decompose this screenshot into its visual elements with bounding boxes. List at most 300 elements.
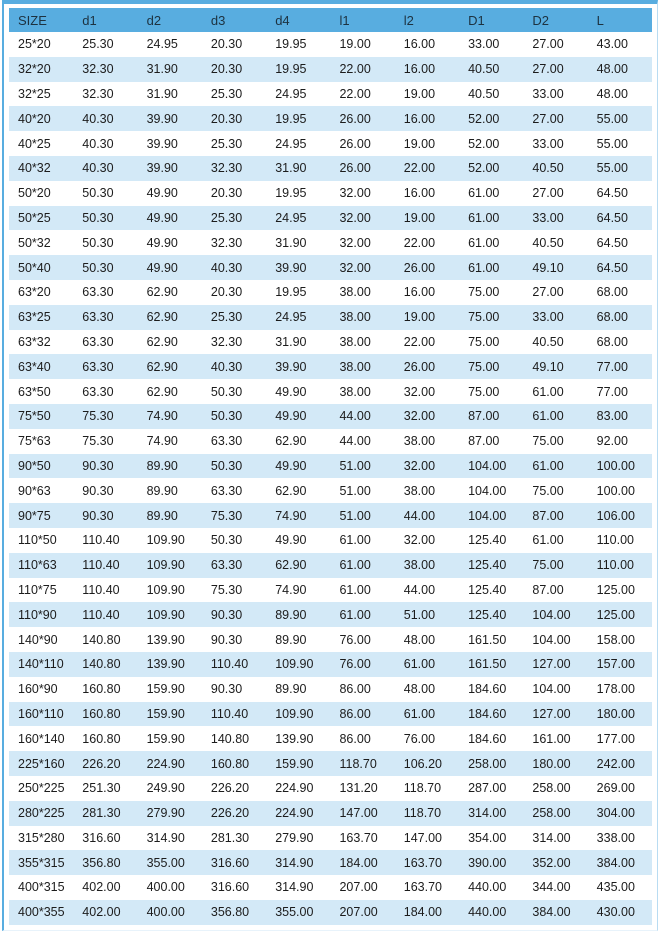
value-cell: 39.90 (146, 111, 178, 126)
value-cell: 62.90 (146, 384, 178, 399)
value-cell: 63.30 (82, 285, 114, 300)
value-cell: 314.00 (468, 806, 507, 821)
value-cell: 52.00 (468, 161, 500, 176)
value-cell: 19.95 (275, 186, 307, 201)
value-cell: 48.00 (596, 62, 628, 77)
value-cell: 32.30 (210, 161, 243, 176)
size-cell: 40*25 (18, 136, 51, 151)
table-row (9, 131, 652, 156)
value-cell: 314.90 (275, 855, 314, 870)
size-cell: 400*315 (18, 880, 65, 895)
value-cell: 251.30 (82, 781, 121, 796)
value-cell: 86.00 (339, 682, 371, 697)
size-cell: 110*50 (18, 533, 57, 548)
size-cell: 110*75 (18, 582, 57, 597)
table-row (9, 32, 652, 57)
value-cell: 118.70 (339, 756, 377, 771)
value-cell: 19.95 (275, 62, 307, 77)
value-cell: 159.90 (146, 682, 185, 697)
value-cell: 104.00 (468, 458, 507, 473)
value-cell: 92.00 (596, 434, 628, 449)
value-cell: 40.30 (82, 111, 114, 126)
value-cell: 63.30 (82, 310, 114, 325)
value-cell: 38.00 (339, 334, 371, 349)
value-cell: 89.90 (146, 483, 178, 498)
value-cell: 89.90 (146, 458, 178, 473)
size-cell: 110*90 (18, 607, 57, 622)
value-cell: 110.40 (82, 607, 120, 622)
value-cell: 158.00 (596, 632, 635, 647)
value-cell: 90.30 (82, 458, 114, 473)
table-row (9, 652, 652, 677)
column-header-l2: l2 (395, 8, 459, 32)
value-cell: 140.80 (82, 632, 121, 647)
value-cell: 22.00 (339, 62, 371, 77)
value-cell: 38.00 (339, 359, 371, 374)
value-cell: 177.00 (596, 731, 635, 746)
table-row (9, 503, 652, 528)
value-cell: 75.00 (468, 310, 500, 325)
value-cell: 38.00 (403, 483, 436, 498)
size-cell: 160*110 (18, 706, 64, 721)
value-cell: 48.00 (403, 682, 436, 697)
value-cell: 106.20 (403, 756, 443, 771)
size-cell: 75*50 (18, 409, 51, 424)
value-cell: 16.00 (403, 186, 436, 201)
size-cell: 63*40 (18, 359, 51, 374)
value-cell: 39.90 (146, 136, 178, 151)
value-cell: 258.00 (468, 756, 507, 771)
table-row (9, 57, 652, 82)
value-cell: 16.00 (403, 285, 436, 300)
value-cell: 207.00 (339, 905, 378, 920)
value-cell: 110.00 (596, 558, 634, 573)
value-cell: 32.00 (339, 235, 371, 250)
value-cell: 304.00 (596, 806, 635, 821)
value-cell: 127.00 (532, 657, 571, 672)
value-cell: 31.90 (146, 86, 178, 101)
value-cell: 258.00 (532, 806, 571, 821)
value-cell: 163.70 (403, 855, 443, 870)
value-cell: 19.95 (275, 285, 307, 300)
value-cell: 61.00 (468, 260, 500, 275)
value-cell: 249.90 (146, 781, 185, 796)
value-cell: 224.90 (275, 781, 314, 796)
value-cell: 90.30 (210, 632, 243, 647)
value-cell: 61.00 (468, 235, 500, 250)
table-row (9, 776, 652, 801)
value-cell: 384.00 (532, 905, 571, 920)
value-cell: 355.00 (146, 855, 185, 870)
value-cell: 109.90 (146, 582, 185, 597)
table-header (9, 8, 652, 32)
value-cell: 61.00 (532, 458, 564, 473)
value-cell: 178.00 (596, 682, 635, 697)
value-cell: 61.00 (339, 607, 371, 622)
value-cell: 27.00 (532, 111, 564, 126)
table-row (9, 900, 652, 925)
size-cell: 160*140 (18, 731, 65, 746)
value-cell: 110.40 (210, 706, 249, 721)
value-cell: 90.30 (210, 607, 243, 622)
value-cell: 87.00 (532, 508, 564, 523)
value-cell: 26.00 (403, 260, 436, 275)
value-cell: 75.00 (468, 384, 500, 399)
value-cell: 104.00 (468, 508, 507, 523)
value-cell: 61.00 (532, 409, 564, 424)
value-cell: 33.00 (532, 136, 564, 151)
value-cell: 125.40 (468, 582, 507, 597)
value-cell: 226.20 (210, 806, 250, 821)
value-cell: 32.00 (403, 458, 436, 473)
value-cell: 25.30 (210, 210, 243, 225)
value-cell: 39.90 (275, 260, 307, 275)
value-cell: 279.90 (146, 806, 185, 821)
column-header-d2: d2 (138, 8, 202, 32)
table-row (9, 379, 652, 404)
value-cell: 77.00 (596, 384, 628, 399)
value-cell: 100.00 (596, 483, 635, 498)
value-cell: 49.90 (275, 384, 307, 399)
value-cell: 316.60 (210, 855, 250, 870)
value-cell: 104.00 (532, 682, 571, 697)
table-row (9, 553, 652, 578)
value-cell: 63.30 (82, 359, 114, 374)
value-cell: 50.30 (82, 186, 114, 201)
value-cell: 76.00 (403, 731, 436, 746)
value-cell: 75.00 (468, 334, 500, 349)
value-cell: 86.00 (339, 731, 371, 746)
size-cell: 140*110 (18, 657, 64, 672)
value-cell: 62.90 (146, 310, 178, 325)
value-cell: 19.00 (403, 86, 436, 101)
value-cell: 40.50 (532, 334, 564, 349)
value-cell: 16.00 (403, 111, 436, 126)
table-row (9, 875, 652, 900)
value-cell: 27.00 (532, 62, 564, 77)
value-cell: 402.00 (82, 905, 121, 920)
value-cell: 25.30 (210, 136, 243, 151)
value-cell: 75.30 (82, 434, 114, 449)
size-cell: 250*225 (18, 781, 65, 796)
value-cell: 86.00 (339, 706, 371, 721)
value-cell: 61.00 (468, 186, 500, 201)
value-cell: 125.00 (596, 582, 635, 597)
value-cell: 110.40 (82, 533, 120, 548)
value-cell: 400.00 (146, 880, 185, 895)
size-cell: 32*20 (18, 62, 51, 77)
value-cell: 50.30 (210, 409, 243, 424)
value-cell: 384.00 (596, 855, 635, 870)
table-row (9, 330, 652, 355)
value-cell: 90.30 (82, 508, 114, 523)
value-cell: 32.00 (339, 186, 371, 201)
value-cell: 51.00 (403, 607, 436, 622)
value-cell: 40.30 (82, 136, 114, 151)
value-cell: 75.30 (210, 582, 243, 597)
value-cell: 161.50 (468, 632, 507, 647)
value-cell: 224.90 (146, 756, 185, 771)
value-cell: 52.00 (468, 111, 500, 126)
value-cell: 118.70 (403, 806, 442, 821)
value-cell: 62.90 (275, 483, 307, 498)
value-cell: 314.90 (275, 880, 314, 895)
value-cell: 16.00 (403, 62, 436, 77)
value-cell: 68.00 (596, 310, 628, 325)
size-cell: 160*90 (18, 682, 58, 697)
value-cell: 25.30 (82, 37, 114, 52)
dimension-table (9, 8, 652, 925)
value-cell: 61.00 (403, 657, 436, 672)
value-cell: 125.40 (468, 558, 507, 573)
value-cell: 147.00 (403, 830, 443, 845)
value-cell: 22.00 (339, 86, 371, 101)
value-cell: 38.00 (339, 310, 371, 325)
value-cell: 44.00 (403, 508, 436, 523)
table-row (9, 354, 652, 379)
value-cell: 32.30 (82, 86, 114, 101)
column-header-d1: d1 (73, 8, 137, 32)
value-cell: 63.30 (210, 558, 243, 573)
size-cell: 63*32 (18, 334, 51, 349)
column-header-d1: D1 (459, 8, 523, 32)
value-cell: 61.00 (339, 558, 371, 573)
value-cell: 40.30 (210, 260, 243, 275)
size-cell: 225*160 (18, 756, 65, 771)
value-cell: 63.30 (210, 434, 243, 449)
value-cell: 75.00 (532, 558, 564, 573)
value-cell: 38.00 (403, 558, 436, 573)
size-cell: 63*20 (18, 285, 51, 300)
value-cell: 40.50 (532, 235, 564, 250)
value-cell: 44.00 (339, 434, 371, 449)
size-cell: 40*32 (18, 161, 51, 176)
value-cell: 19.00 (339, 37, 371, 52)
table-row (9, 578, 652, 603)
value-cell: 32.30 (82, 62, 114, 77)
value-cell: 49.90 (146, 210, 178, 225)
value-cell: 25.30 (210, 86, 243, 101)
size-cell: 50*32 (18, 235, 51, 250)
header-row (9, 8, 652, 32)
table-row (9, 627, 652, 652)
value-cell: 24.95 (275, 310, 307, 325)
value-cell: 139.90 (146, 632, 185, 647)
column-header-d2: D2 (523, 8, 587, 32)
table-row (9, 404, 652, 429)
table-row (9, 602, 652, 627)
value-cell: 61.00 (403, 706, 436, 721)
value-cell: 64.50 (596, 186, 628, 201)
value-cell: 24.95 (275, 136, 307, 151)
value-cell: 118.70 (403, 781, 442, 796)
value-cell: 110.40 (210, 657, 249, 672)
value-cell: 89.90 (275, 632, 307, 647)
column-header-size: SIZE (9, 8, 73, 32)
size-cell: 280*225 (18, 806, 65, 821)
value-cell: 64.50 (596, 210, 628, 225)
value-cell: 87.00 (468, 409, 500, 424)
value-cell: 32.30 (210, 235, 243, 250)
value-cell: 55.00 (596, 136, 628, 151)
value-cell: 22.00 (403, 235, 436, 250)
value-cell: 61.00 (339, 582, 371, 597)
value-cell: 25.30 (210, 310, 243, 325)
column-header-l1: l1 (330, 8, 394, 32)
value-cell: 184.60 (468, 706, 507, 721)
value-cell: 159.90 (146, 731, 185, 746)
value-cell: 49.90 (146, 235, 178, 250)
value-cell: 160.80 (82, 706, 121, 721)
value-cell: 24.95 (146, 37, 178, 52)
value-cell: 180.00 (532, 756, 571, 771)
value-cell: 27.00 (532, 285, 564, 300)
value-cell: 31.90 (275, 334, 307, 349)
value-cell: 207.00 (339, 880, 378, 895)
value-cell: 61.00 (532, 384, 564, 399)
value-cell: 104.00 (468, 483, 507, 498)
value-cell: 20.30 (210, 37, 243, 52)
table-row (9, 429, 652, 454)
value-cell: 314.00 (532, 830, 571, 845)
value-cell: 40.50 (468, 62, 500, 77)
value-cell: 44.00 (403, 582, 436, 597)
value-cell: 109.90 (146, 533, 185, 548)
value-cell: 39.90 (146, 161, 178, 176)
size-cell: 90*63 (18, 483, 51, 498)
value-cell: 49.10 (532, 359, 564, 374)
value-cell: 68.00 (596, 285, 628, 300)
table-row (9, 206, 652, 231)
value-cell: 140.80 (82, 657, 121, 672)
value-cell: 184.00 (403, 905, 443, 920)
value-cell: 125.40 (468, 533, 507, 548)
value-cell: 32.00 (403, 409, 436, 424)
value-cell: 75.00 (532, 434, 564, 449)
value-cell: 242.00 (596, 756, 635, 771)
value-cell: 27.00 (532, 186, 564, 201)
value-cell: 355.00 (275, 905, 314, 920)
value-cell: 356.80 (210, 905, 250, 920)
value-cell: 43.00 (596, 37, 628, 52)
value-cell: 314.90 (146, 830, 185, 845)
size-cell: 75*63 (18, 434, 51, 449)
size-cell: 90*75 (18, 508, 51, 523)
column-header-l: L (588, 8, 652, 32)
value-cell: 157.00 (596, 657, 635, 672)
table-row (9, 826, 652, 851)
value-cell: 20.30 (210, 62, 243, 77)
size-cell: 355*315 (18, 855, 65, 870)
value-cell: 440.00 (468, 880, 507, 895)
value-cell: 75.00 (468, 359, 500, 374)
value-cell: 51.00 (339, 483, 371, 498)
size-cell: 40*20 (18, 111, 51, 126)
size-cell: 50*40 (18, 260, 51, 275)
value-cell: 32.00 (339, 210, 371, 225)
value-cell: 109.90 (275, 706, 314, 721)
value-cell: 52.00 (468, 136, 500, 151)
value-cell: 32.00 (403, 533, 436, 548)
value-cell: 160.80 (82, 731, 121, 746)
value-cell: 269.00 (596, 781, 635, 796)
value-cell: 62.90 (146, 359, 178, 374)
value-cell: 33.00 (532, 210, 564, 225)
value-cell: 22.00 (403, 334, 436, 349)
value-cell: 33.00 (532, 310, 564, 325)
value-cell: 19.00 (403, 310, 436, 325)
value-cell: 55.00 (596, 161, 628, 176)
value-cell: 109.90 (146, 558, 185, 573)
value-cell: 31.90 (146, 62, 178, 77)
value-cell: 87.00 (468, 434, 500, 449)
value-cell: 402.00 (82, 880, 121, 895)
value-cell: 61.00 (532, 533, 564, 548)
size-cell: 110*63 (18, 558, 57, 573)
table-row (9, 850, 652, 875)
value-cell: 32.30 (210, 334, 243, 349)
value-cell: 87.00 (532, 582, 564, 597)
value-cell: 338.00 (596, 830, 635, 845)
table-row (9, 528, 652, 553)
value-cell: 24.95 (275, 86, 307, 101)
value-cell: 26.00 (339, 136, 371, 151)
value-cell: 110.40 (82, 558, 120, 573)
value-cell: 49.90 (275, 533, 307, 548)
value-cell: 62.90 (275, 558, 307, 573)
value-cell: 74.90 (275, 508, 307, 523)
value-cell: 184.00 (339, 855, 378, 870)
size-cell: 140*90 (18, 632, 58, 647)
value-cell: 109.90 (275, 657, 314, 672)
table-row (9, 677, 652, 702)
value-cell: 64.50 (596, 235, 628, 250)
value-cell: 49.90 (275, 458, 307, 473)
value-cell: 258.00 (532, 781, 571, 796)
value-cell: 163.70 (403, 880, 443, 895)
value-cell: 352.00 (532, 855, 571, 870)
value-cell: 159.90 (275, 756, 314, 771)
value-cell: 48.00 (596, 86, 628, 101)
value-cell: 75.00 (468, 285, 500, 300)
value-cell: 49.90 (146, 260, 178, 275)
value-cell: 344.00 (532, 880, 571, 895)
table-row (9, 478, 652, 503)
value-cell: 26.00 (339, 111, 371, 126)
value-cell: 109.90 (146, 607, 185, 622)
value-cell: 110.40 (82, 582, 120, 597)
value-cell: 400.00 (146, 905, 185, 920)
value-cell: 74.90 (146, 409, 178, 424)
size-cell: 50*25 (18, 210, 51, 225)
value-cell: 39.90 (275, 359, 307, 374)
value-cell: 316.60 (210, 880, 250, 895)
table-row (9, 454, 652, 479)
size-cell: 90*50 (18, 458, 51, 473)
value-cell: 125.40 (468, 607, 507, 622)
value-cell: 100.00 (596, 458, 635, 473)
value-cell: 90.30 (210, 682, 243, 697)
value-cell: 226.20 (210, 781, 250, 796)
value-cell: 104.00 (532, 632, 571, 647)
value-cell: 281.30 (210, 830, 250, 845)
size-cell: 63*50 (18, 384, 51, 399)
value-cell: 20.30 (210, 285, 243, 300)
value-cell: 110.00 (596, 533, 634, 548)
value-cell: 40.50 (468, 86, 500, 101)
value-cell: 49.90 (275, 409, 307, 424)
value-cell: 50.30 (210, 533, 243, 548)
